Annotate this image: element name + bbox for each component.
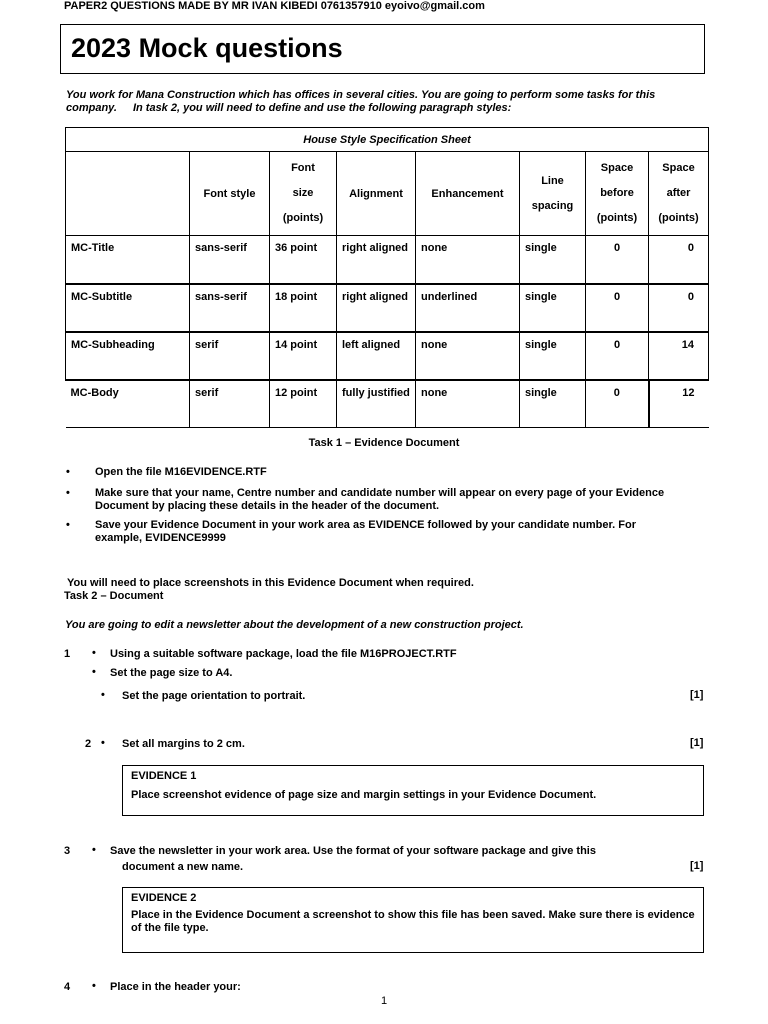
question-number: 1: [64, 648, 71, 660]
space-before-cell: 0: [586, 236, 649, 284]
alignment-cell: right aligned: [337, 236, 416, 284]
space-before-cell: 0: [586, 284, 649, 332]
q1-item: Set the page size to A4.: [110, 667, 233, 679]
header-space-after: [649, 152, 709, 236]
q3-text-line2: document a new name.: [122, 861, 244, 873]
font-size-cell: 18 point: [270, 284, 337, 332]
bullet-icon: •: [66, 487, 70, 499]
table-row: [66, 332, 709, 380]
line-spacing-cell: single: [520, 380, 586, 428]
header-font-size-line: Font: [291, 162, 315, 174]
evidence-1-label: EVIDENCE 1: [131, 770, 197, 782]
task1-bullet: Save your Evidence Document in your work area as EVIDENCE followed by your candidate number. For example, EVIDENCE9999: [95, 519, 636, 544]
question-number: 3: [64, 845, 71, 857]
enhancement-cell: none: [416, 380, 520, 428]
font-style-cell: serif: [190, 380, 270, 428]
header-space-after-line: after: [666, 187, 691, 199]
bullet-icon: •: [92, 844, 96, 856]
alignment-cell: fully justified: [337, 380, 416, 428]
header-line-spacing-line: spacing: [531, 199, 574, 212]
header-line-spacing-line: Line: [541, 174, 564, 187]
table-row: [66, 236, 709, 284]
task1-heading: Task 1 – Evidence Document: [308, 437, 460, 449]
style-name: MC-Subtitle: [66, 284, 190, 332]
evidence-2-box: [122, 887, 704, 953]
header-font-size: [270, 152, 337, 236]
header-font-size-line: (points): [282, 212, 324, 224]
enhancement-cell: underlined: [416, 284, 520, 332]
header-space-before-line: Space: [600, 162, 634, 174]
alignment-cell: left aligned: [337, 332, 416, 380]
bullet-icon: •: [101, 737, 105, 749]
mark-label: [1]: [690, 689, 704, 701]
font-size-cell: 36 point: [270, 236, 337, 284]
evidence-1-text: Place screenshot evidence of page size and margin settings in your Evidence Document.: [131, 789, 597, 801]
space-after-cell: 0: [649, 284, 709, 332]
table-row: [66, 380, 709, 428]
font-style-cell: sans-serif: [190, 284, 270, 332]
title-box: [60, 24, 705, 74]
header-cell-empty: [66, 152, 190, 236]
intro-text-2: In task 2, you will need to define and use the following paragraph styles:: [132, 102, 512, 114]
header-space-before-line: (points): [596, 212, 638, 224]
header-enhancement: Enhancement: [416, 152, 520, 236]
bullet-icon: •: [92, 980, 96, 992]
bullet-icon: •: [101, 689, 105, 701]
header-font-style: Font style: [190, 152, 270, 236]
table-row: [66, 284, 709, 332]
task2-intro: You are going to edit a newsletter about the development of a new construction project.: [65, 619, 524, 631]
evidence-1-box: [122, 765, 704, 816]
space-before-cell: 0: [586, 380, 649, 428]
alignment-cell: right aligned: [337, 284, 416, 332]
bullet-icon: •: [92, 666, 96, 678]
font-style-cell: sans-serif: [190, 236, 270, 284]
space-after-cell: 12: [649, 380, 709, 428]
header-line-spacing: [520, 152, 586, 236]
intro-text-1: You work for Mana Construction which has offices in several cities. You are going to perform some tasks for this company.: [66, 89, 656, 114]
q1-item: Set the page orientation to portrait.: [122, 690, 306, 702]
style-name: MC-Body: [66, 380, 190, 428]
line-spacing-cell: single: [520, 284, 586, 332]
document-title: 2023 Mock questions: [71, 33, 343, 63]
intro-paragraph: [66, 89, 706, 115]
bullet-icon: •: [92, 647, 96, 659]
q2-text: Set all margins to 2 cm.: [122, 738, 245, 750]
q3-text-line1: Save the newsletter in your work area. Use the format of your software package and give this: [110, 845, 596, 857]
space-after-cell: 0: [649, 236, 709, 284]
font-size-cell: 14 point: [270, 332, 337, 380]
header-space-before-line: before: [600, 187, 634, 199]
house-style-table: [65, 127, 709, 428]
space-after-cell: 14: [649, 332, 709, 380]
enhancement-cell: none: [416, 332, 520, 380]
line-spacing-cell: single: [520, 332, 586, 380]
task1-bullet: Make sure that your name, Centre number and candidate number will appear on every page of your Evidence Document by placing these details in the header of the document.: [95, 487, 665, 512]
header-space-after-line: (points): [658, 212, 699, 224]
table-caption: House Style Specification Sheet: [66, 128, 709, 152]
header-space-after-line: Space: [662, 162, 695, 174]
question-number: 2: [85, 738, 92, 750]
evidence-2-text: Place in the Evidence Document a screenshot to show this file has been saved. Make sure there is evidence of the file type.: [131, 909, 695, 934]
enhancement-cell: none: [416, 236, 520, 284]
q4-text: Place in the header your:: [110, 981, 241, 993]
bullet-icon: •: [66, 466, 70, 478]
evidence-2-label: EVIDENCE 2: [131, 892, 197, 904]
font-style-cell: serif: [190, 332, 270, 380]
screenshot-note: You will need to place screenshots in this Evidence Document when required.: [67, 577, 474, 589]
header-space-before: [586, 152, 649, 236]
header-font-size-line: size: [292, 187, 314, 199]
style-name: MC-Subheading: [66, 332, 190, 380]
q1-item: Using a suitable software package, load the file M16PROJECT.RTF: [110, 648, 457, 660]
font-size-cell: 12 point: [270, 380, 337, 428]
mark-label: [1]: [690, 860, 704, 872]
header-alignment: Alignment: [337, 152, 416, 236]
mark-label: [1]: [690, 737, 704, 749]
space-before-cell: 0: [586, 332, 649, 380]
paper-header-line: PAPER2 QUESTIONS MADE BY MR IVAN KIBEDI 0761357910 eyoivo@gmail.com: [64, 0, 485, 12]
task1-bullet: Open the file M16EVIDENCE.RTF: [95, 466, 267, 478]
question-number: 4: [64, 981, 71, 993]
page-number: 1: [380, 995, 388, 1007]
bullet-icon: •: [66, 519, 70, 531]
task2-heading: Task 2 – Document: [64, 590, 164, 602]
style-name: MC-Title: [66, 236, 190, 284]
line-spacing-cell: single: [520, 236, 586, 284]
